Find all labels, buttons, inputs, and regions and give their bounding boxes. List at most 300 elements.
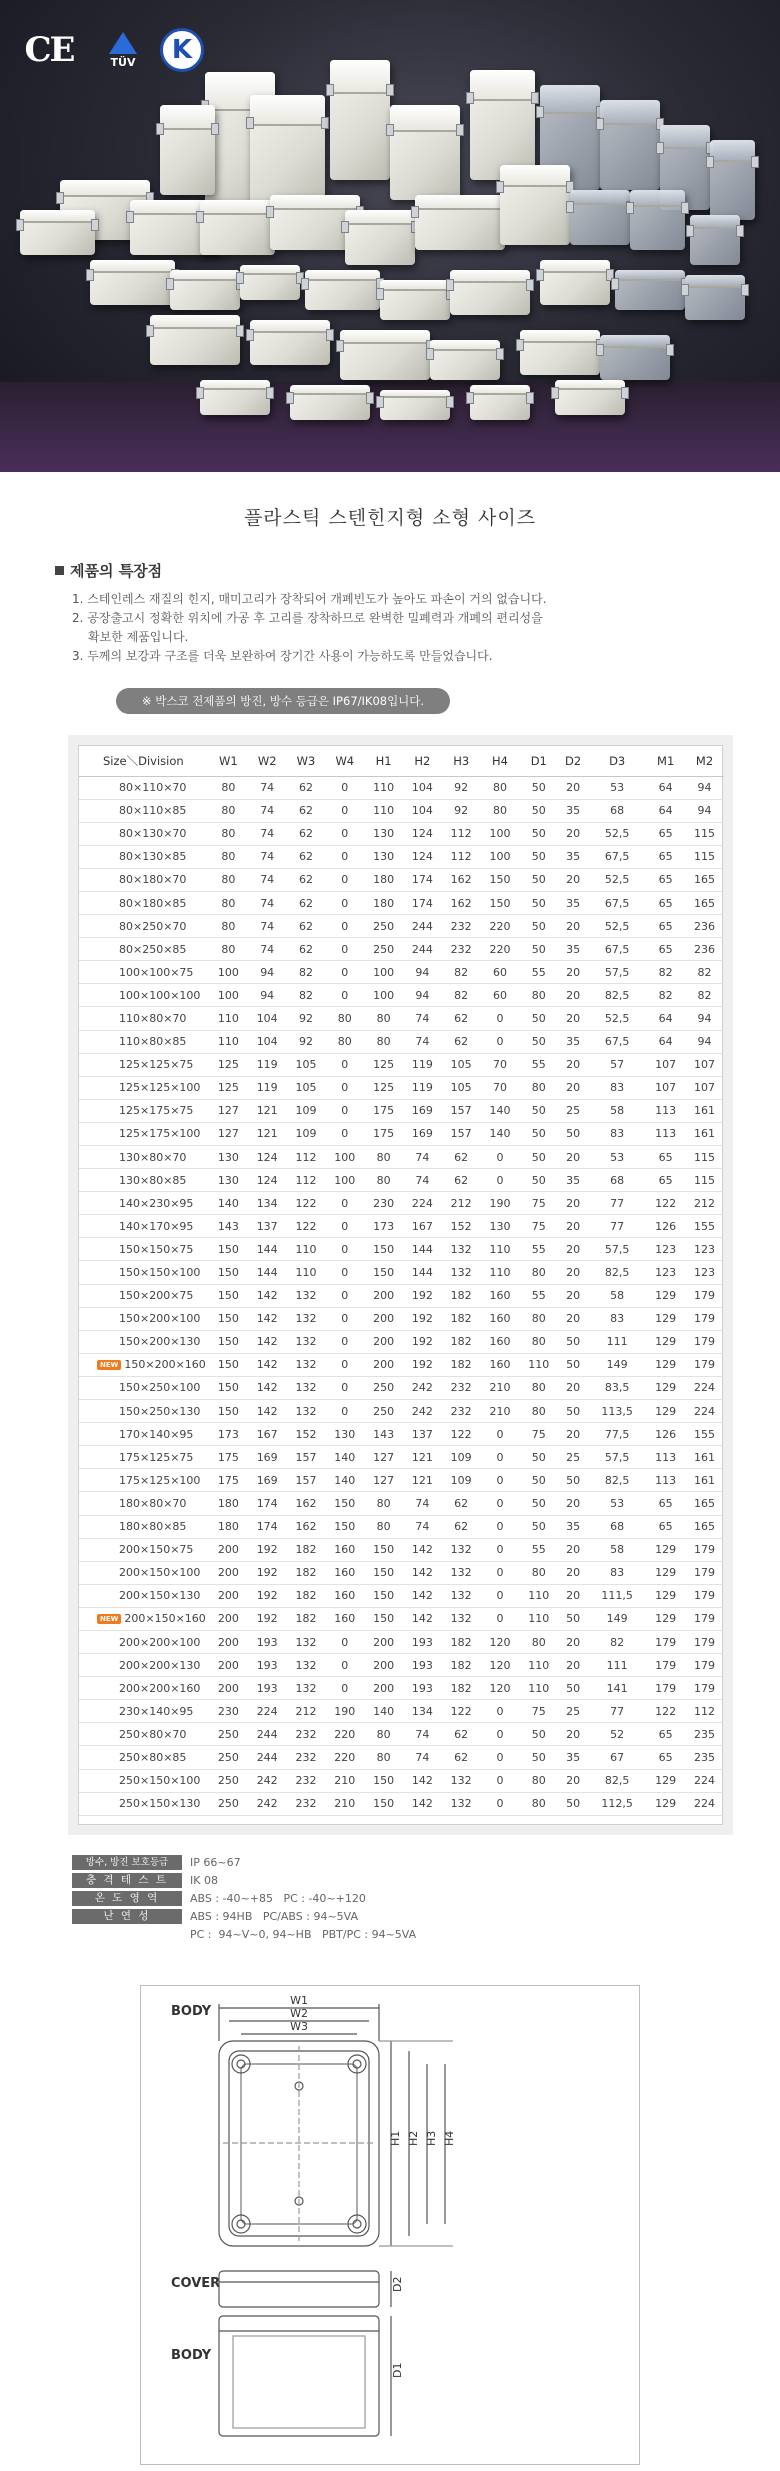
- size-table-container: [78, 745, 723, 1825]
- tuv-triangle-icon: [109, 32, 137, 54]
- value-cell: 140: [481, 1122, 520, 1145]
- value-cell: 20: [558, 1146, 588, 1169]
- value-cell: 122: [646, 1700, 685, 1723]
- value-cell: 0: [481, 1446, 520, 1469]
- value-cell: 179: [685, 1330, 724, 1353]
- value-cell: 65: [646, 1723, 685, 1746]
- product-box: [170, 270, 240, 310]
- table-row: [79, 776, 724, 799]
- value-cell: 150: [364, 1584, 403, 1607]
- square-bullet-icon: [55, 566, 64, 575]
- value-cell: 160: [481, 1284, 520, 1307]
- value-cell: 80: [519, 1376, 558, 1399]
- value-cell: 82: [442, 984, 481, 1007]
- value-cell: 62: [287, 915, 326, 938]
- value-cell: 62: [442, 1746, 481, 1769]
- value-cell: 127: [364, 1446, 403, 1469]
- table-row: [79, 1169, 724, 1192]
- value-cell: 50: [558, 1792, 588, 1815]
- value-cell: 105: [287, 1076, 326, 1099]
- value-cell: 129: [646, 1307, 685, 1330]
- value-cell: 65: [646, 1746, 685, 1769]
- value-cell: 160: [481, 1353, 520, 1376]
- table-row: [79, 822, 724, 845]
- value-cell: 150: [325, 1515, 364, 1538]
- value-cell: 0: [325, 915, 364, 938]
- value-cell: 67,5: [588, 1030, 646, 1053]
- value-cell: 193: [403, 1630, 442, 1653]
- value-cell: 160: [325, 1561, 364, 1584]
- size-cell: 100×100×100: [79, 984, 209, 1007]
- value-cell: 35: [558, 1169, 588, 1192]
- value-cell: 150: [209, 1284, 248, 1307]
- value-cell: 0: [325, 776, 364, 799]
- value-cell: 109: [442, 1469, 481, 1492]
- technical-drawing: [140, 1985, 640, 2465]
- value-cell: 0: [481, 1607, 520, 1630]
- value-cell: 121: [248, 1099, 287, 1122]
- size-cell: 140×230×95: [79, 1192, 209, 1215]
- value-cell: 129: [646, 1353, 685, 1376]
- size-cell: 150×250×130: [79, 1400, 209, 1423]
- value-cell: 122: [442, 1423, 481, 1446]
- value-cell: 126: [646, 1215, 685, 1238]
- value-cell: 105: [442, 1053, 481, 1076]
- value-cell: 50: [519, 1469, 558, 1492]
- value-cell: 65: [646, 822, 685, 845]
- value-cell: 100: [364, 961, 403, 984]
- value-cell: 82,5: [588, 1261, 646, 1284]
- value-cell: 232: [442, 1376, 481, 1399]
- size-cell: 200×200×100: [79, 1630, 209, 1653]
- table-row: [79, 1469, 724, 1492]
- column-header-w1: W1: [209, 746, 248, 776]
- table-row: [79, 1353, 724, 1376]
- value-cell: 193: [403, 1677, 442, 1700]
- table-row: [79, 1723, 724, 1746]
- value-cell: 110: [519, 1353, 558, 1376]
- value-cell: 58: [588, 1099, 646, 1122]
- value-cell: 169: [248, 1469, 287, 1492]
- value-cell: 20: [558, 1238, 588, 1261]
- value-cell: 129: [646, 1584, 685, 1607]
- value-cell: 250: [364, 915, 403, 938]
- value-cell: 110: [481, 1238, 520, 1261]
- value-cell: 65: [646, 938, 685, 961]
- product-box: [160, 105, 215, 195]
- value-cell: 80: [481, 776, 520, 799]
- value-cell: 250: [209, 1746, 248, 1769]
- size-cell: 150×150×100: [79, 1261, 209, 1284]
- size-cell: 110×80×85: [79, 1030, 209, 1053]
- column-header-w4: W4: [325, 746, 364, 776]
- value-cell: 50: [519, 1122, 558, 1145]
- value-cell: 80: [364, 1746, 403, 1769]
- value-cell: 65: [646, 891, 685, 914]
- value-cell: 35: [558, 1030, 588, 1053]
- value-cell: 232: [287, 1723, 326, 1746]
- value-cell: 190: [325, 1700, 364, 1723]
- product-box: [540, 260, 610, 305]
- value-cell: 242: [248, 1769, 287, 1792]
- value-cell: 25: [558, 1446, 588, 1469]
- value-cell: 60: [481, 961, 520, 984]
- value-cell: 242: [248, 1792, 287, 1815]
- column-header-m1: M1: [646, 746, 685, 776]
- value-cell: 120: [481, 1677, 520, 1700]
- size-cell: 80×180×70: [79, 868, 209, 891]
- value-cell: 179: [685, 1630, 724, 1653]
- value-cell: 250: [364, 938, 403, 961]
- value-cell: 250: [209, 1769, 248, 1792]
- value-cell: 20: [558, 1215, 588, 1238]
- value-cell: 62: [442, 1007, 481, 1030]
- value-cell: 224: [685, 1769, 724, 1792]
- size-cell: 230×140×95: [79, 1700, 209, 1723]
- value-cell: 55: [519, 1053, 558, 1076]
- value-cell: 150: [364, 1607, 403, 1630]
- size-cell: 80×250×85: [79, 938, 209, 961]
- value-cell: 200: [364, 1677, 403, 1700]
- value-cell: 0: [481, 1007, 520, 1030]
- value-cell: 179: [646, 1677, 685, 1700]
- value-cell: 230: [209, 1700, 248, 1723]
- feature-item: 2. 공장출고시 정확한 위치에 가공 후 고리를 장착하므로 완벽한 밀폐력과 개폐의 편리성을: [72, 611, 543, 625]
- body-side-outline: [219, 2316, 379, 2436]
- value-cell: 80: [209, 822, 248, 845]
- value-cell: 20: [558, 1654, 588, 1677]
- table-row: [79, 1654, 724, 1677]
- table-row: [79, 1307, 724, 1330]
- value-cell: 132: [442, 1238, 481, 1261]
- value-cell: 157: [442, 1122, 481, 1145]
- value-cell: 169: [403, 1122, 442, 1145]
- value-cell: 35: [558, 1515, 588, 1538]
- value-cell: 35: [558, 891, 588, 914]
- value-cell: 55: [519, 1538, 558, 1561]
- value-cell: 144: [248, 1238, 287, 1261]
- table-row: [79, 891, 724, 914]
- value-cell: 77,5: [588, 1423, 646, 1446]
- value-cell: 58: [588, 1284, 646, 1307]
- value-cell: 70: [481, 1053, 520, 1076]
- table-row: [79, 1677, 724, 1700]
- value-cell: 220: [325, 1746, 364, 1769]
- value-cell: 137: [403, 1423, 442, 1446]
- value-cell: 182: [287, 1561, 326, 1584]
- value-cell: 130: [364, 822, 403, 845]
- value-cell: 232: [442, 938, 481, 961]
- dim-h2: H2: [407, 2130, 420, 2146]
- value-cell: 162: [442, 868, 481, 891]
- spec-label: 온 도 영 역: [72, 1891, 182, 1906]
- value-cell: 20: [558, 776, 588, 799]
- value-cell: 111: [588, 1654, 646, 1677]
- product-box: [200, 380, 270, 415]
- value-cell: 62: [442, 1169, 481, 1192]
- value-cell: 120: [481, 1630, 520, 1653]
- value-cell: 82,5: [588, 1769, 646, 1792]
- value-cell: 110: [519, 1654, 558, 1677]
- value-cell: 50: [519, 1446, 558, 1469]
- cover-label: COVER: [171, 2276, 221, 2291]
- value-cell: 55: [519, 961, 558, 984]
- size-cell: 200×200×160: [79, 1677, 209, 1700]
- value-cell: 150: [209, 1376, 248, 1399]
- value-cell: 80: [519, 984, 558, 1007]
- value-cell: 80: [364, 1492, 403, 1515]
- value-cell: 232: [287, 1792, 326, 1815]
- product-box: [555, 380, 625, 415]
- value-cell: 115: [685, 1169, 724, 1192]
- product-box: [570, 190, 630, 245]
- value-cell: 104: [248, 1007, 287, 1030]
- value-cell: 20: [558, 1630, 588, 1653]
- value-cell: 52,5: [588, 822, 646, 845]
- value-cell: 220: [481, 938, 520, 961]
- spec-label: 난 연 성: [72, 1909, 182, 1924]
- value-cell: 104: [403, 799, 442, 822]
- value-cell: 94: [403, 961, 442, 984]
- value-cell: 80: [519, 1630, 558, 1653]
- value-cell: 155: [685, 1215, 724, 1238]
- value-cell: 244: [403, 915, 442, 938]
- value-cell: 20: [558, 1723, 588, 1746]
- value-cell: 80: [364, 1723, 403, 1746]
- table-row: [79, 1076, 724, 1099]
- value-cell: 0: [325, 1353, 364, 1376]
- product-box: [340, 330, 430, 380]
- value-cell: 224: [685, 1792, 724, 1815]
- table-row: [79, 1099, 724, 1122]
- value-cell: 161: [685, 1099, 724, 1122]
- value-cell: 174: [403, 891, 442, 914]
- value-cell: 50: [519, 1169, 558, 1192]
- value-cell: 100: [364, 984, 403, 1007]
- value-cell: 80: [209, 915, 248, 938]
- value-cell: 110: [364, 776, 403, 799]
- product-box: [520, 330, 600, 375]
- size-cell: 200×150×130: [79, 1584, 209, 1607]
- value-cell: 52: [588, 1723, 646, 1746]
- value-cell: 182: [442, 1353, 481, 1376]
- value-cell: 0: [325, 1400, 364, 1423]
- value-cell: 169: [403, 1099, 442, 1122]
- value-cell: 161: [685, 1122, 724, 1145]
- value-cell: 100: [325, 1146, 364, 1169]
- value-cell: 192: [403, 1307, 442, 1330]
- value-cell: 77: [588, 1192, 646, 1215]
- value-cell: 132: [287, 1630, 326, 1653]
- value-cell: 192: [248, 1607, 287, 1630]
- value-cell: 142: [403, 1561, 442, 1584]
- value-cell: 74: [403, 1030, 442, 1053]
- value-cell: 129: [646, 1376, 685, 1399]
- value-cell: 92: [287, 1007, 326, 1030]
- size-cell: 180×80×70: [79, 1492, 209, 1515]
- dim-h1: H1: [389, 2130, 402, 2146]
- product-box: [380, 280, 450, 320]
- size-cell: NEW 200×150×160: [79, 1607, 209, 1630]
- table-row: [79, 1561, 724, 1584]
- value-cell: 62: [442, 1515, 481, 1538]
- size-cell: 125×125×100: [79, 1076, 209, 1099]
- value-cell: 74: [248, 799, 287, 822]
- size-cell: 80×130×70: [79, 822, 209, 845]
- value-cell: 58: [588, 1538, 646, 1561]
- value-cell: 50: [519, 822, 558, 845]
- table-row: [79, 1538, 724, 1561]
- value-cell: 0: [325, 1122, 364, 1145]
- value-cell: 80: [519, 1307, 558, 1330]
- value-cell: 104: [403, 776, 442, 799]
- value-cell: 125: [364, 1053, 403, 1076]
- value-cell: 129: [646, 1561, 685, 1584]
- value-cell: 64: [646, 799, 685, 822]
- dimension-drawing-svg: [141, 1986, 641, 2466]
- value-cell: 53: [588, 776, 646, 799]
- dim-h3: H3: [425, 2130, 438, 2146]
- value-cell: 119: [248, 1053, 287, 1076]
- ce-certification-logo: CE: [24, 30, 74, 70]
- value-cell: 193: [248, 1677, 287, 1700]
- value-cell: 179: [685, 1561, 724, 1584]
- product-box: [150, 315, 240, 365]
- value-cell: 113,5: [588, 1400, 646, 1423]
- value-cell: 0: [481, 1584, 520, 1607]
- value-cell: 80: [364, 1030, 403, 1053]
- value-cell: 20: [558, 1053, 588, 1076]
- value-cell: 82: [685, 984, 724, 1007]
- value-cell: 132: [442, 1261, 481, 1284]
- value-cell: 75: [519, 1192, 558, 1215]
- value-cell: 20: [558, 1538, 588, 1561]
- value-cell: 167: [403, 1215, 442, 1238]
- value-cell: 83: [588, 1076, 646, 1099]
- value-cell: 123: [646, 1238, 685, 1261]
- value-cell: 143: [209, 1215, 248, 1238]
- value-cell: 20: [558, 1192, 588, 1215]
- value-cell: 75: [519, 1423, 558, 1446]
- table-row: [79, 961, 724, 984]
- size-cell: 110×80×70: [79, 1007, 209, 1030]
- value-cell: 0: [325, 868, 364, 891]
- value-cell: 155: [685, 1423, 724, 1446]
- value-cell: 0: [325, 1677, 364, 1700]
- column-header-w3: W3: [287, 746, 326, 776]
- value-cell: 212: [442, 1192, 481, 1215]
- table-row: [79, 1215, 724, 1238]
- value-cell: 125: [209, 1076, 248, 1099]
- value-cell: 80: [519, 1792, 558, 1815]
- value-cell: 123: [646, 1261, 685, 1284]
- value-cell: 74: [248, 868, 287, 891]
- value-cell: 140: [325, 1469, 364, 1492]
- table-row: [79, 1007, 724, 1030]
- value-cell: 80: [364, 1169, 403, 1192]
- value-cell: 150: [364, 1561, 403, 1584]
- value-cell: 74: [403, 1146, 442, 1169]
- value-cell: 50: [558, 1330, 588, 1353]
- value-cell: 175: [364, 1099, 403, 1122]
- value-cell: 200: [209, 1654, 248, 1677]
- value-cell: 0: [325, 891, 364, 914]
- value-cell: 142: [248, 1353, 287, 1376]
- value-cell: 0: [325, 1261, 364, 1284]
- value-cell: 20: [558, 1076, 588, 1099]
- value-cell: 132: [287, 1376, 326, 1399]
- value-cell: 132: [442, 1584, 481, 1607]
- spec-value: ABS : 94HB PC/ABS : 94~5VA: [190, 1909, 359, 1923]
- value-cell: 55: [519, 1238, 558, 1261]
- value-cell: 160: [325, 1538, 364, 1561]
- product-box: [600, 335, 670, 380]
- protection-notice-badge: ※ 박스코 전제품의 방진, 방수 등급은 IP67/IK08입니다.: [116, 688, 450, 714]
- value-cell: 130: [209, 1146, 248, 1169]
- value-cell: 142: [403, 1538, 442, 1561]
- value-cell: 20: [558, 1261, 588, 1284]
- value-cell: 35: [558, 799, 588, 822]
- value-cell: 210: [481, 1376, 520, 1399]
- new-badge: NEW: [97, 1360, 121, 1370]
- value-cell: 80: [364, 1007, 403, 1030]
- column-header-d1: D1: [519, 746, 558, 776]
- value-cell: 224: [403, 1192, 442, 1215]
- value-cell: 142: [403, 1607, 442, 1630]
- size-cell: 150×200×75: [79, 1284, 209, 1307]
- value-cell: 0: [481, 1769, 520, 1792]
- size-cell: 150×250×100: [79, 1376, 209, 1399]
- value-cell: 74: [403, 1169, 442, 1192]
- value-cell: 161: [685, 1446, 724, 1469]
- value-cell: 144: [403, 1261, 442, 1284]
- value-cell: 20: [558, 1307, 588, 1330]
- value-cell: 35: [558, 845, 588, 868]
- value-cell: 20: [558, 1584, 588, 1607]
- value-cell: 0: [325, 1099, 364, 1122]
- value-cell: 150: [364, 1238, 403, 1261]
- value-cell: 180: [209, 1515, 248, 1538]
- size-table: [79, 746, 724, 1816]
- value-cell: 20: [558, 1284, 588, 1307]
- value-cell: 157: [287, 1469, 326, 1492]
- value-cell: 244: [403, 938, 442, 961]
- value-cell: 126: [646, 1423, 685, 1446]
- value-cell: 192: [403, 1330, 442, 1353]
- value-cell: 83,5: [588, 1376, 646, 1399]
- spec-continuation: PC : 94~V~0, 94~HB PBT/PC : 94~5VA: [190, 1927, 417, 1941]
- size-cell: 130×80×85: [79, 1169, 209, 1192]
- size-cell: 250×80×70: [79, 1723, 209, 1746]
- value-cell: 134: [248, 1192, 287, 1215]
- value-cell: 115: [685, 1146, 724, 1169]
- table-row: [79, 1030, 724, 1053]
- size-cell: 125×175×75: [79, 1099, 209, 1122]
- product-box: [345, 210, 415, 265]
- value-cell: 182: [287, 1607, 326, 1630]
- table-row: [79, 1376, 724, 1399]
- value-cell: 120: [481, 1654, 520, 1677]
- value-cell: 62: [287, 845, 326, 868]
- product-box: [615, 270, 685, 310]
- kc-certification-logo: K: [160, 28, 204, 72]
- size-cell: 80×180×85: [79, 891, 209, 914]
- value-cell: 200: [209, 1561, 248, 1584]
- value-cell: 0: [325, 1654, 364, 1677]
- value-cell: 50: [558, 1677, 588, 1700]
- value-cell: 0: [325, 1630, 364, 1653]
- value-cell: 50: [519, 1746, 558, 1769]
